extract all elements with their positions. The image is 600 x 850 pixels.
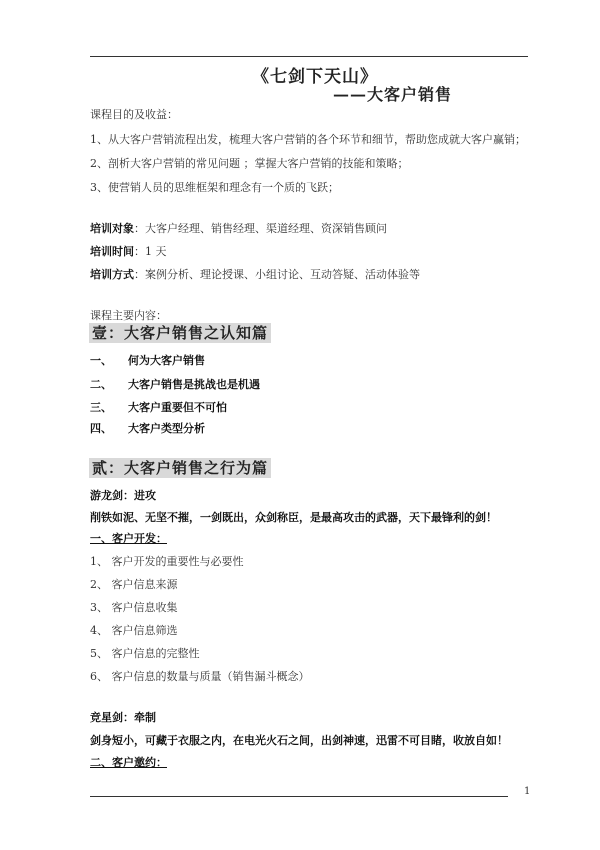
- content-heading: 课程主要内容：: [90, 309, 167, 322]
- section1-item: 一、 何为大客户销售: [90, 354, 205, 367]
- page-number: 1: [524, 786, 531, 797]
- sub1-item: 2、 客户信息来源: [90, 578, 178, 591]
- time-value: ：1 天: [134, 245, 167, 258]
- sword2-desc: 剑身短小，可藏于衣服之内，在电光火石之间，出剑神速，迅雷不可目睹，收放自如！: [90, 734, 508, 747]
- section1-title: 壹：大客户销售之认知篇: [89, 323, 271, 343]
- section1-item: 四、 大客户类型分析: [90, 422, 205, 435]
- method-label: 培训方式: [90, 268, 134, 281]
- sword1-name: 游龙剑：进攻: [90, 489, 156, 502]
- sub1-item: 5、 客户信息的完整性: [90, 647, 200, 660]
- goal-item: 3、使营销人员的思维框架和理念有一个质的飞跃；: [90, 181, 339, 194]
- sub1-item: 1、 客户开发的重要性与必要性: [90, 555, 244, 568]
- training-method: [90, 266, 420, 282]
- sword2-name: 竞星剑：牵制: [90, 711, 156, 724]
- training-audience: [90, 220, 387, 236]
- footer-rule: [90, 796, 508, 797]
- goal-item: 2、剖析大客户营销的常见问题 ；掌握大客户营销的技能和策略；: [90, 157, 409, 170]
- document-subtitle: ——大客户销售: [333, 85, 453, 104]
- sword1-desc: 削铁如泥、无坚不摧，一剑既出，众剑称臣，是最高攻击的武器，天下最锋利的剑！: [90, 511, 497, 524]
- header-rule: [90, 56, 528, 57]
- section1-item: 二、 大客户销售是挑战也是机遇: [90, 378, 260, 391]
- time-label: 培训时间: [90, 245, 134, 258]
- section2-title: 贰：大客户销售之行为篇: [89, 458, 271, 478]
- document-title: 《七剑下天山》: [252, 67, 378, 87]
- method-value: ：案例分析、理论授课、小组讨论、互动答疑、活动体验等: [134, 268, 420, 281]
- sub2-heading: 二、客户邀约：: [90, 756, 167, 769]
- sub1-item: 6、 客户信息的数量与质量（销售漏斗概念）: [90, 670, 310, 683]
- goals-heading: 课程目的及收益：: [90, 108, 178, 121]
- goal-item: 1、从大客户营销流程出发，梳理大客户营销的各个环节和细节，帮助您成就大客户赢销；: [90, 133, 526, 146]
- sub1-item: 4、 客户信息筛选: [90, 624, 178, 637]
- section1-item: 三、 大客户重要但不可怕: [90, 401, 227, 414]
- sub1-item: 3、 客户信息收集: [90, 601, 178, 614]
- audience-value: ：大客户经理、销售经理、渠道经理、资深销售顾问: [134, 222, 387, 235]
- training-time: [90, 243, 167, 259]
- audience-label: 培训对象: [90, 222, 134, 235]
- sub1-heading: 一、客户开发：: [90, 532, 167, 545]
